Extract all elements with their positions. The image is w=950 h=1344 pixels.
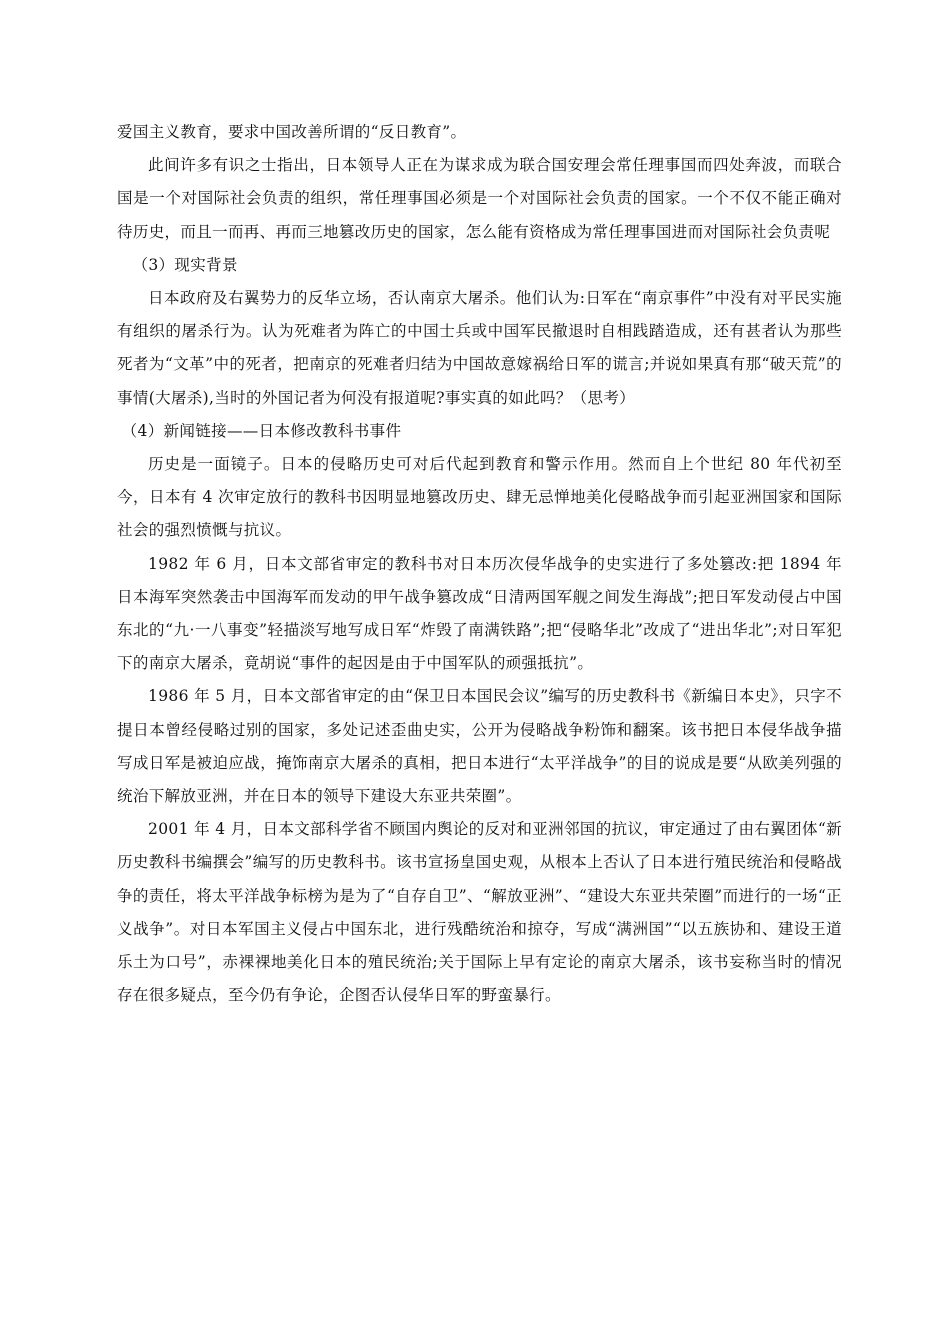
paragraph-denial-of-massacre: 日本政府及右翼势力的反华立场，否认南京大屠杀。他们认为:日军在“南京事件”中没有对平民实施有组织的屠杀行为。认为死难者为阵亡的中国士兵或中国军民撤退时自相践踏造成，还有甚者认为那些死者为“文革”中的死者，把南京的死难者归结为中国故意嫁祸给日军的谎言;并说如果真有那“破天荒”的事情(大屠杀),当时的外国记者为何没有报道呢?事实真的如此吗？（思考） [117,289,842,407]
section-heading-reality-background: （3）现实背景 [132,255,238,274]
paragraph-history-mirror: 历史是一面镜子。日本的侵略历史可对后代起到教育和警示作用。然而自上个世纪 80 年代初至今，日本有 4 次审定放行的教科书因明显地篡改历史、肆无忌惮地美化侵略战争而引起亚洲国家和国际社会的强烈愤慨与抗议。 [117,455,842,540]
section-heading-news-link: （4）新闻链接——日本修改教科书事件 [121,421,402,440]
paragraph-un-security-council: 此间许多有识之士指出，日本领导人正在为谋求成为联合国安理会常任理事国而四处奔波，而联合国是一个对国际社会负责的组织，常任理事国必须是一个对国际社会负责的国家。一个不仅不能正确对待历史，而且一而再、再而三地篡改历史的国家，怎么能有资格成为常任理事国进而对国际社会负责呢 [117,156,842,241]
paragraph-1982-textbook: 1982 年 6 月，日本文部省审定的教科书对日本历次侵华战争的史实进行了多处篡改:把 1894 年日本海军突然袭击中国海军而发动的甲午战争篡改成“日清两国军舰之间发生海战”;把日军发动侵占中国东北的“九·一八事变”轻描淡写地写成日军“炸毁了南满铁路”;把“侵略华北”改成了“进出华北”;对日军犯下的南京大屠杀，竟胡说“事件的起因是由于中国军队的顽强抵抗”。 [117,554,842,673]
paragraph-2001-textbook: 2001 年 4 月，日本文部科学省不顾国内舆论的反对和亚洲邻国的抗议，审定通过了由右翼团体“新历史教科书编撰会”编写的历史教科书。该书宣扬皇国史观，从根本上否认了日本进行殖民统治和侵略战争的责任，将太平洋战争标榜为是为了“自存自卫”、“解放亚洲”、“建设大东亚共荣圈”而进行的一场“正义战争”。对日本军国主义侵占中国东北，进行残酷统治和掠夺，写成“满洲国”“以五族协和、建设王道乐土为口号”，赤裸裸地美化日本的殖民统治;关于国际上早有定论的南京大屠杀，该书妄称当时的情况存在很多疑点，至今仍有争论，企图否认侵华日军的野蛮暴行。 [117,820,842,1005]
paragraph-continuation: 爱国主义教育，要求中国改善所谓的“反日教育”。 [117,123,467,141]
paragraph-1986-textbook: 1986 年 5 月，日本文部省审定的由“保卫日本国民会议”编写的历史教科书《新编日本史》，只字不提日本曾经侵略过别的国家，多处记述歪曲史实，公开为侵略战争粉饰和翻案。该书把日本侵华战争描写成日军是被迫应战，掩饰南京大屠杀的真相，把日本进行“太平洋战争”的目的说成是要“从欧美列强的统治下解放亚洲，并在日本的领导下建设大东亚共荣圈”。 [117,687,842,806]
document-body [117,116,842,1012]
